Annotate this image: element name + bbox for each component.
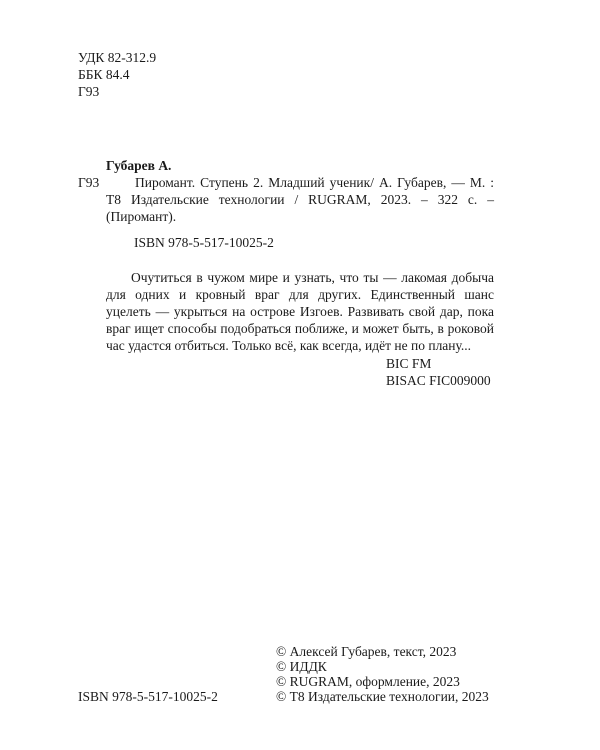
copyright-block: [276, 643, 489, 703]
subject-codes: [386, 355, 491, 389]
copyright-line: © Т8 Издательские технологии, 2023: [276, 689, 489, 704]
bisac-code: BISAC FIC009000: [386, 373, 491, 388]
bic-code: BIC FM: [386, 356, 432, 371]
udk-code: УДК 82-312.9: [78, 50, 157, 65]
copyright-line: © ИДДК: [276, 659, 327, 674]
bibliographic-text: Пиромант. Ступень 2. Младший ученик/ А. Губарев, — М. : Т8 Издательские технологии / RUGRAM, 2023. – 322 с. – (Пиромант).: [106, 175, 494, 224]
classification-block: [78, 49, 156, 100]
bbk-code: ББК 84.4: [78, 67, 130, 82]
isbn-record: ISBN 978-5-517-10025-2: [134, 235, 274, 250]
bibliographic-description: [106, 174, 494, 225]
copyright-line: © RUGRAM, оформление, 2023: [276, 674, 460, 689]
annotation-text: Очутиться в чужом мире и узнать, что ты — лакомая добыча для одних и кровный враг для других. Единственный шанс уцелеть — укрыться на острове Изгоев. Развивать свой дар, пока враг ищет способы подобраться поближе, и может быть, в роковой час удастся отбиться. Только всё, как всегда, идёт не по плану...: [106, 270, 494, 353]
copyright-line: © Алексей Губарев, текст, 2023: [276, 644, 457, 659]
class-number: Г93: [78, 175, 100, 190]
author-sign: Г93: [78, 84, 100, 99]
isbn-footer: ISBN 978-5-517-10025-2: [78, 689, 218, 704]
author-name: Губарев А.: [106, 158, 172, 173]
annotation: [106, 269, 494, 354]
